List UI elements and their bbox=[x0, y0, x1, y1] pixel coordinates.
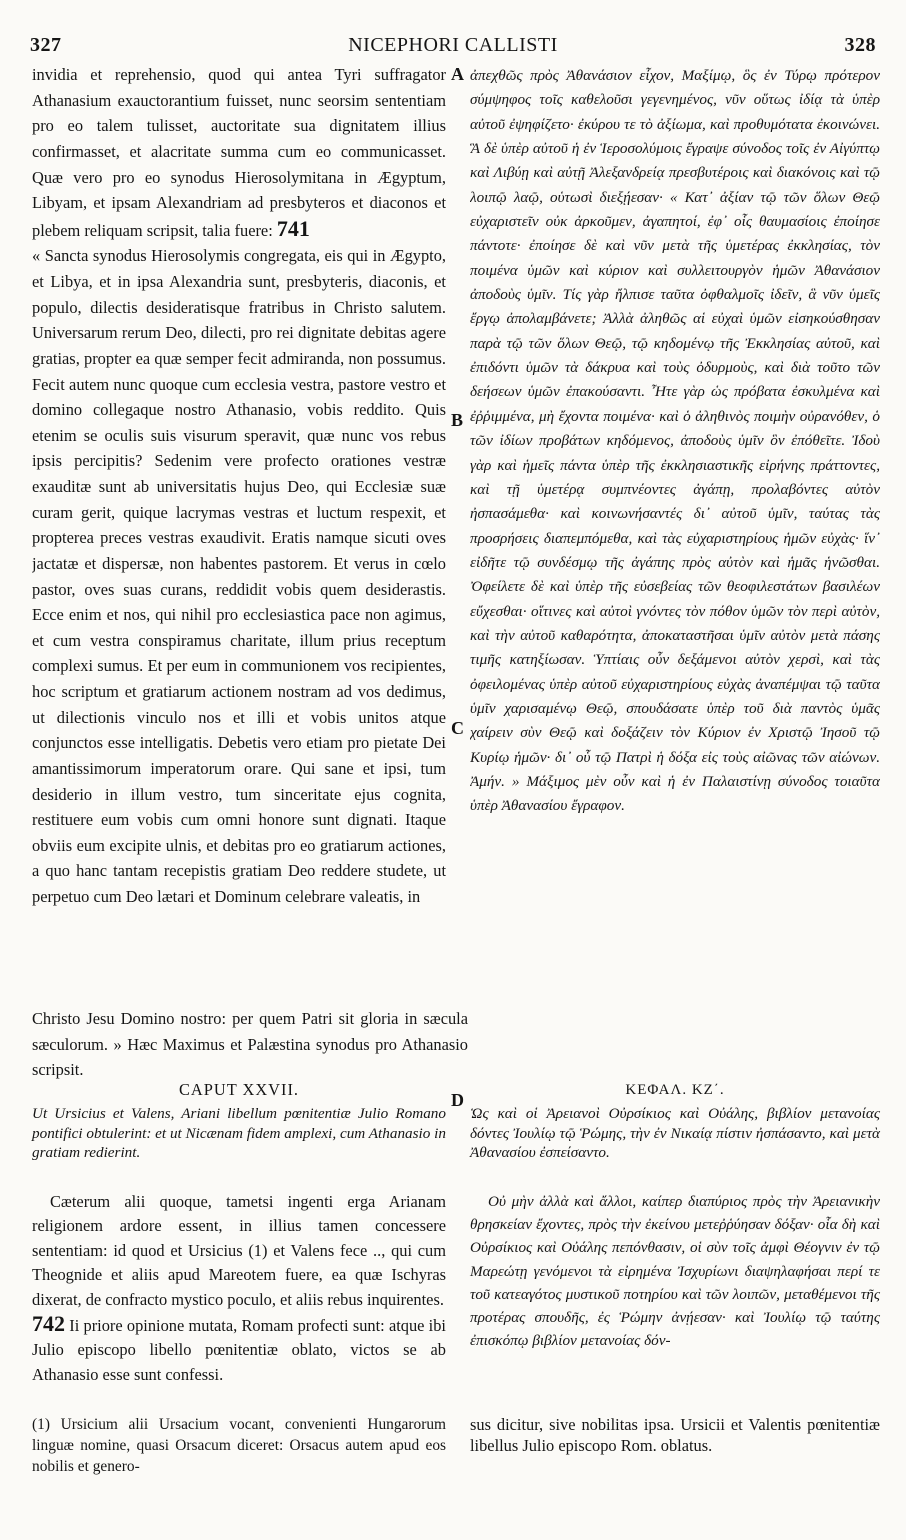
page-header bbox=[30, 34, 876, 58]
latin-column-top bbox=[32, 62, 446, 1048]
chapter-summary-greek: Ὡς καὶ οἱ Ἀρειανοὶ Οὐρσίκιος καὶ Οὐάλης, βιβλίον μετανοίας δόντες Ἰουλίῳ τῷ Ῥώμης, τὴν ἐν Νικαίᾳ πίστιν ἠσπάσαντο, καὶ μετὰ Ἀθανασίου ἐσπείσαντο. bbox=[470, 1105, 880, 1161]
greek-paragraph: Οὐ μὴν ἀλλὰ καὶ ἄλλοι, καίπερ διαπύριος πρὸς τὴν Ἀρειανικὴν θρησκείαν ἔχοντες, πρὸς τὴν ἐκείνου μετεῤῥύησαν δόξαν· οἷα δὴ καὶ Οὐρσίκιος καὶ Οὐάλης πεπόνθασιν, οἱ σὺν τοῖς ἀμφὶ Θέογνιν ἐν τῷ Μαρεώτῃ γενόμενοι τὰ εἰρημένα Ἰσχυρίωνι διαψηλαφήσαι περί τε τοῦ κατεαγότος μυστικοῦ ποτηρίου καὶ τῶν λοιπῶν, μεταθέμενοι τῆς προτέρας σπουδῆς, ἐς Ῥώμην ἀνῄεσαν· καὶ Ἰουλίῳ τῷ ταύτης ἐπισκόπῳ βιβλίον μετανοίας δόν- bbox=[470, 1193, 880, 1350]
chapter-title-latin: CAPUT XXVII. bbox=[178, 1080, 300, 1099]
latin-chapter-body bbox=[32, 1190, 446, 1387]
latin-paragraph: « Sancta synodus Hierosolymis congregata, eis qui in Ægypto, et Libya, et in ipsa Alexandria sunt, presbyteris, diaconis, et populo, dilectis desideratisque fratribus in Christo salutem. Universarum rerum Deo, dilecti, pro rei dignitate debitas agere gratias, propter ea quæ semper fecit admiranda, non possumus. Fecit autem nunc quoque cum ecclesia vestra, pastore vestro et domino collegaque nostro Athanasio, vobis reddito. Quis etenim se oculis suis visurum speravit, quæ nunc vos rebus ipsis percipitis? Sedenim vere profecto orationes vestræ exauditæ sunt ab universitatis hujus Deo, qui Ecclesiæ suæ curam gerit, quique lacrymas vestras et luctum respexit, et propterea preces vestras exaudivit. Eratis namque sicuti oves jactatæ et dispersæ, non habentes pastorem. Et verus in cœlo pastor, oves suas curans, reddidit vobis quem desiderastis. Ecce enim et nos, qui nihil pro ecclesiastica pace non agimus, et cum vestra conspiramus charitate, illum prius receptum complexi sumus. Et per eum in communionem vos recipientes, hoc scriptum et gratiarum actionem nostram ad vos dedimus, ut dilectionis vinculo nos et illi et vobis unitos atque conjunctos esse intelligatis. Debetis vero etiam pro pietate Dei amantissimorum imperatorum orare. Qui sane et ipsi, tum desiderio in illum vestro, tum sinceritate ejus cognita, restituere eum vobis cum omni honore sunt dignati. Itaque obviis eum excipite ulnis, et debitas pro eo gratiarum actiones, a quo hanc tantam recepistis gratiam Deo reddere studete, ut perpetuo cum Deo lætari et Dominum celebrare valeatis, in bbox=[32, 246, 446, 906]
chapter-title-greek: ΚΕΦΑΛ. ΚΖ΄. bbox=[625, 1082, 725, 1098]
margin-letter-b: B bbox=[451, 410, 464, 430]
greek-column-top bbox=[470, 64, 880, 1008]
column-marker-741: 741 bbox=[276, 215, 310, 241]
margin-letter-d: D bbox=[451, 1090, 464, 1110]
footnote-continuation: sus dicitur, sive nobilitas ipsa. Ursicii et Valentis pœnitentiæ libellus Julio episcopo Rom. oblatus. bbox=[470, 1415, 880, 1455]
latin-paragraph: 742 Ii priore opinione mutata, Romam profecti sunt: atque ibi Julio episcopo libello pœnitentiæ oblato, victos se ab Athanasio esse sunt confessi. bbox=[32, 1311, 446, 1384]
latin-paragraph: Cæterum alii quoque, tametsi ingenti erga Arianam religionem ardore essent, in illius tamen concessere sententiam: id quod et Ursicius (1) et Valens fece .., qui cum Theognide et aliis apud Mareotem fuere, ea quæ Ischyras dixerat, de confracto mystico poculo, et aliis rebus inquirentes. bbox=[32, 1192, 446, 1309]
column-marker-742: 742 bbox=[32, 1311, 65, 1337]
margin-letter-a: A bbox=[451, 64, 464, 84]
greek-chapter-body bbox=[470, 1190, 880, 1352]
latin-paragraph: invidia et reprehensio, quod qui antea Tyri suffragator Athanasium exauctorantium fuisset, nunc seorsim sententiam pro eo talem tulisset, auctoritate sua dignitatem illius confirmasset, et alacritate summa cum eo communicasset. Quæ vero pro eo synodus Hierosolymitana in Ægyptum, Libyam, et ipsam Alexandriam ad presbyteros et diaconos et plebem reliquam scripsit, talia fuere: 741 bbox=[32, 65, 446, 241]
margin-letter-c: C bbox=[451, 718, 464, 738]
footnote-latin: (1) Ursicium alii Ursacium vocant, convenienti Hungarorum linguæ nomine, quasi Orsacum diceret: Orsacus autem apud eos nobilis et genero- bbox=[32, 1416, 446, 1475]
running-title: NICEPHORI CALLISTI bbox=[348, 34, 558, 56]
page-number-right: 328 bbox=[844, 34, 876, 56]
chapter-summary-latin: Ut Ursicius et Valens, Ariani libellum pœnitentiæ Julio Romano pontifici obtulerint: et ut Nicænam fidem amplexi, cum Athanasio in gratiam redierint. bbox=[32, 1105, 446, 1161]
page-number-left: 327 bbox=[30, 34, 62, 56]
latin-closing-text: Christo Jesu Domino nostro: per quem Patri sit gloria in sæcula sæculorum. » Hæc Maximus et Palæstina synodus pro Athanasio scripsit. bbox=[32, 1009, 468, 1080]
greek-paragraph: ἀπεχθῶς πρὸς Ἀθανάσιον εἶχον, Μαξίμῳ, ὃς ἐν Τύρῳ πρότερον σύμψηφος τοῖς καθελοῦσι γεγενημένος, νῦν οὕτως ἰδίᾳ τὰ ὑπὲρ αὐτοῦ ἐψηφίζετο· ἐκύρου τε τὸ ἀξίωμα, καὶ προθυμότατα ἐκοινώνει. Ἃ δὲ ὑπὲρ αὐτοῦ ἡ ἐν Ἱεροσολύμοις ἔγραψε σύνοδος τοῖς ἐν Αἰγύπτῳ καὶ Λιβύῃ καὶ αὐτῇ Ἀλεξανδρείᾳ πρεσβυτέροις καὶ διακόνοις καὶ τῷ λοιπῷ λαῷ, οὑτωσὶ διεξῄεσαν· « Κατ᾽ ἀξίαν τῷ τῶν ὅλων Θεῷ εὐχαριστεῖν οὐκ ἀρκοῦμεν, ἀγαπητοί, ἐφ᾽ οἷς θαυμασίοις ἐποίησε πάντοτε· ἐποίησε δὲ καὶ νῦν μετὰ τῆς ὑμετέρας ἐκκλησίας, τὸν ποιμένα ὑμῶν καὶ κύριον καὶ συλλειτουργὸν ἡμῶν Ἀθανάσιον ἀποδοὺς ὑμῖν. Τίς γὰρ ἤλπισε ταῦτα ὀφθαλμοῖς ἰδεῖν, ἃ νῦν ὑμεῖς ἔργῳ ἀπολαμβάνετε; Ἀλλὰ ἀληθῶς αἱ εὐχαὶ ὑμῶν εἰσηκούσθησαν παρὰ τῷ τῶν ὅλων Θεῷ, τῷ κηδομένῳ τῆς Ἐκκλησίας αὐτοῦ, καὶ ἐπιδόντι ὑμῶν τὰ δάκρυα καὶ τοὺς ὀδυρμοὺς, καὶ διὰ τοῦτο τῶν δεήσεων ὑμῶν ἐπακούσαντι. Ἦτε γὰρ ὡς πρόβατα ἐσκυλμένα καὶ ἐῤῥιμμένα, μὴ ἔχοντα ποιμένα· καὶ ὁ ἀληθινὸς ποιμὴν οὐρανόθεν, ὁ τῶν ἰδίων προβάτων κηδόμενος, ἀποδοὺς ὑμῖν ὃν ἐπόθεῖτε. Ἰδοὺ γὰρ καὶ ἡμεῖς πάντα ὑπὲρ τῆς ἐκκλησιαστικῆς εἰρήνης πράττοντες, καὶ τῇ ὑμετέρᾳ συμπνέοντες ἀγάπῃ, προλαβόντες αὐτὸν ἠσπασάμεθα· καὶ κοινωνήσαντές δι᾽ αὐτοῦ ὑμῖν, ταύτας τὰς προσρήσεις διαπεμπόμεθα, καὶ τὰς εὐχαριστηρίους ἡμῶν εὐχὰς· ἵν᾽ εἰδῆτε τῷ συνδέσμῳ τῆς ἀγάπης πρὸς αὐτὸν καὶ ἡμᾶς ἡνῶσθαι. Ὀφείλετε δὲ καὶ ὑπὲρ τῆς εὐσεβείας τῶν θεοφιλεστάτων βασιλέων εὔχεσθαι· οἵτινες καὶ αὐτοὶ γνόντες τὸν πόθον ὑμῶν τὸν περὶ αὐτὸν, καὶ τὴν αὐτοῦ καθαρότητα, ἀποκαταστῆσαι ὑμῖν αὐτὸν μετὰ πάσης τιμῆς κατηξίωσαν. Ὑπτίαις οὖν δεξάμενοι αὐτὸν χερσὶ, καὶ τὰς ὀφειλομένας ὑπὲρ αὐτοῦ εὐχαριστηρίους εὐχὰς ἀναπέμψαι τῷ ταῦτα ὑμῖν χαρισαμένῳ Θεῷ, σπουδάσατε ὑπὲρ τοῦ διὰ παντὸς ὑμᾶς χαίρειν σὺν Θεῷ καὶ δοξάζειν τὸν Κύριον ἐν Χριστῷ Ἰησοῦ τῷ Κυρίῳ ἡμῶν· δι᾽ οὗ τῷ Πατρὶ ἡ δόξα εἰς τοὺς αἰῶνας τῶν αἰώνων. Ἀμήν. » Μάξιμος μὲν οὖν καὶ ἡ ἐν Παλαιστίνῃ σύνοδος τοιαῦτα ὑπὲρ Ἀθανασίου ἔγραφον. bbox=[470, 67, 880, 815]
